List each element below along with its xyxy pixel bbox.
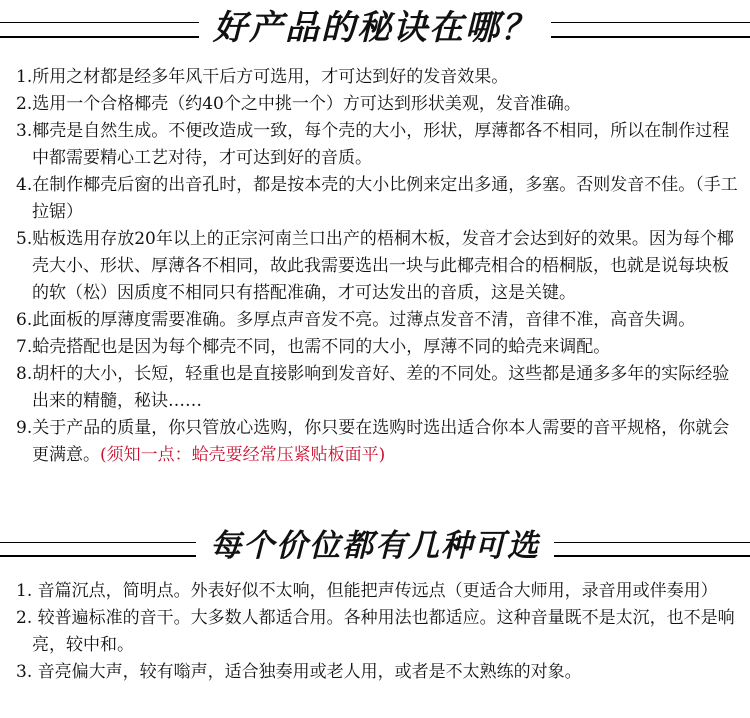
list-item: 3. 音亮偏大声，较有嗡声，适合独奏用或老人用，或者是不太熟练的对象。: [16, 662, 582, 682]
list-item: 5.贴板选用存放20年以上的正宗河南兰口出产的梧桐木板，发音才会达到好的效果。因为每个椰壳大小、形状、厚薄各不相同，故此我需要选出一块与此椰壳相合的梧桐版，也就是说每块板的软（松）因质度不相同只有搭配准确，才可达发出的音质，这是关键。: [16, 229, 734, 303]
list-item: 8.胡杆的大小，长短，轻重也是直接影响到发音好、差的不同处。这些都是通多多年的实际经验出来的精髓，秘诀……: [16, 364, 730, 411]
section1-list: [16, 64, 740, 469]
list-item: 2. 较普遍标准的音干。大多数人都适合用。各种用法也都适应。这种音量既不是太沉，也不是响亮，较中和。: [16, 608, 735, 655]
section1-header: [0, 8, 750, 52]
list-item: [16, 415, 740, 469]
section1-title: 好产品的秘诀在哪？: [0, 8, 750, 48]
red-note: (须知一点：蛤壳要经常压紧贴板面平): [100, 445, 386, 465]
list-item: 7.蛤壳搭配也是因为每个椰壳不同，也需不同的大小，厚薄不同的蛤壳来调配。: [16, 337, 611, 357]
list-item: 2.选用一个合格椰壳（约40个之中挑一个）方可达到形状美观，发音准确。: [16, 94, 581, 114]
list-item: 6.此面板的厚薄度需要准确。多厚点声音发不亮。过薄点发音不清，音律不准，高音失调。: [16, 310, 696, 330]
section2-header: [0, 526, 750, 570]
section2-title: 每个价位都有几种可选: [0, 526, 750, 566]
list-item: 3.椰壳是自然生成。不便改造成一致，每个壳的大小，形状，厚薄都各不相同，所以在制作过程中都需要精心工艺对待，才可达到好的音质。: [16, 121, 730, 168]
item-text: 9.关于产品的质量，你只管放心选购，你只要在选购时选出适合你本人需要的音平规格，你就会更满意。: [16, 418, 730, 465]
list-item: 1. 音篇沉点，简明点。外表好似不太响，但能把声传远点（更适合大师用，录音用或伴奏用）: [16, 581, 718, 601]
list-item: 4.在制作椰壳后窗的出音孔时，都是按本壳的大小比例来定出多通，多塞。否则发音不佳。（手工拉锯）: [16, 175, 738, 222]
list-item: 1.所用之材都是经多年风干后方可选用，才可达到好的发音效果。: [16, 67, 509, 87]
section2-list: [16, 578, 740, 686]
